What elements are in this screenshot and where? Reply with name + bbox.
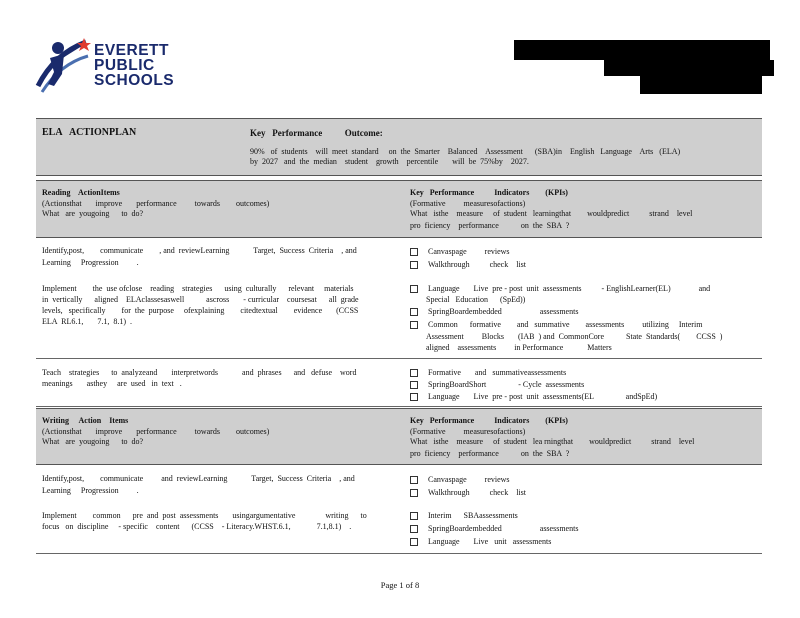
logo-text: EVERETT PUBLIC SCHOOLS (94, 41, 175, 89)
kpi-item: SpringBoardembedded assessments (410, 307, 578, 317)
logo-figure-icon (34, 34, 92, 96)
kpi-item: Canvaspage reviews (410, 247, 510, 257)
kpi-item: Language Live unit assessments (410, 537, 551, 547)
checkbox-bullet-icon (410, 261, 418, 269)
plan-title: ELA ACTIONPLAN (42, 127, 137, 138)
kpi-item: SpringBoardembedded assessments (410, 524, 578, 534)
action-item: Identify,post, communicate and reviewLearning Target, Success Criteria , and (42, 474, 355, 483)
redacted-block (604, 60, 774, 76)
kpi-item: Interim SBAassessments (410, 511, 518, 521)
writing-question: What are yougoing to do? (42, 437, 144, 446)
action-item: Learning Progression . (42, 486, 139, 495)
redacted-block (640, 76, 762, 94)
reading-subtitle: (Actionsthat improve performance towards outcomes) (42, 199, 270, 208)
action-item: Identify,post, communicate , and reviewLearning Target, Success Criteria , and (42, 246, 357, 255)
checkbox-bullet-icon (410, 248, 418, 256)
checkbox-bullet-icon (410, 381, 418, 389)
kpi-item: SpringBoardShort - Cycle assessments (410, 380, 584, 390)
action-item: Teach strategies to analyzeand interpretwords and phrases and defuse word (42, 368, 357, 377)
writing-title: Writing Action Items (42, 416, 129, 425)
action-item: ELA RL6.1, 7.1, 8.1) . (42, 317, 132, 326)
action-item: Learning Progression . (42, 258, 139, 267)
redacted-block (514, 40, 770, 60)
reading-kpi-question: What isthe measure of student learningthat wouldpredict strand level (410, 209, 693, 218)
checkbox-bullet-icon (410, 512, 418, 520)
checkbox-bullet-icon (410, 321, 418, 329)
kpo-text: 90% of students will meet standard on the Smarter Balanced Assessment (SBA)in English Language Arts (ELA) (250, 147, 681, 156)
reading-title: Reading ActionItems (42, 188, 120, 197)
kpi-item-cont: Assessment Blocks (IAB ) and CommonCore State Standards( CCSS ) (426, 332, 723, 341)
checkbox-bullet-icon (410, 476, 418, 484)
page-number: Page 1 of 8 (380, 580, 420, 590)
reading-question: What are yougoing to do? (42, 209, 144, 218)
writing-kpi-subtitle: (Formative measuresofactions) (410, 427, 526, 436)
action-item: Implement the use ofclose reading strategies using culturally relevant materials (42, 284, 354, 293)
checkbox-bullet-icon (410, 525, 418, 533)
action-item: in vertically aligned ELAclassesaswell ascross - curricular coursesat all grade (42, 295, 359, 304)
writing-subtitle: (Actionsthat improve performance towards outcomes) (42, 427, 270, 436)
kpi-item-cont: Special Education (SpEd)) (426, 295, 526, 304)
action-item: levels, specifically for the purpose ofexplaining citedtextual evidence (CCSS (42, 306, 359, 315)
kpi-item: Language Live pre - post unit assessments - EnglishLearner(EL) and (410, 284, 710, 294)
kpi-item: Language Live pre - post unit assessments(EL andSpEd) (410, 392, 657, 402)
checkbox-bullet-icon (410, 285, 418, 293)
checkbox-bullet-icon (410, 489, 418, 497)
kpi-item: Common formative and summative assessments utilizing Interim (410, 320, 702, 330)
checkbox-bullet-icon (410, 308, 418, 316)
checkbox-bullet-icon (410, 538, 418, 546)
writing-kpi-question: pro ficiency performance on the SBA ? (410, 449, 570, 458)
kpi-item: Walkthrough check list (410, 488, 526, 498)
kpo-label: Key Performance Outcome: (250, 128, 383, 138)
reading-kpi-subtitle: (Formative measuresofactions) (410, 199, 526, 208)
kpo-text: by 2027 and the median student growth percentile will be 75%by 2027. (250, 157, 529, 166)
action-item: meanings asthey are used in text . (42, 379, 182, 388)
checkbox-bullet-icon (410, 393, 418, 401)
kpi-item: Canvaspage reviews (410, 475, 510, 485)
action-item: Implement common pre and post assessments usingargumentative writing to (42, 511, 367, 520)
district-logo (34, 34, 182, 96)
reading-kpi-title: Key Performance Indicators (KPIs) (410, 188, 568, 197)
reading-kpi-question: pro ficiency performance on the SBA ? (410, 221, 570, 230)
writing-kpi-question: What isthe measure of student lea rningthat wouldpredict strand level (410, 437, 695, 446)
kpi-item: Formative and summativeassessments (410, 368, 566, 378)
kpi-item: Walkthrough check list (410, 260, 526, 270)
action-item: focus on discipline - specific content (CCSS - Literacy.WHST.6.1, 7.1,8.1) . (42, 522, 352, 531)
writing-kpi-title: Key Performance Indicators (KPIs) (410, 416, 568, 425)
checkbox-bullet-icon (410, 369, 418, 377)
kpi-item-cont: aligned assessments in Performance Matters (426, 343, 612, 352)
